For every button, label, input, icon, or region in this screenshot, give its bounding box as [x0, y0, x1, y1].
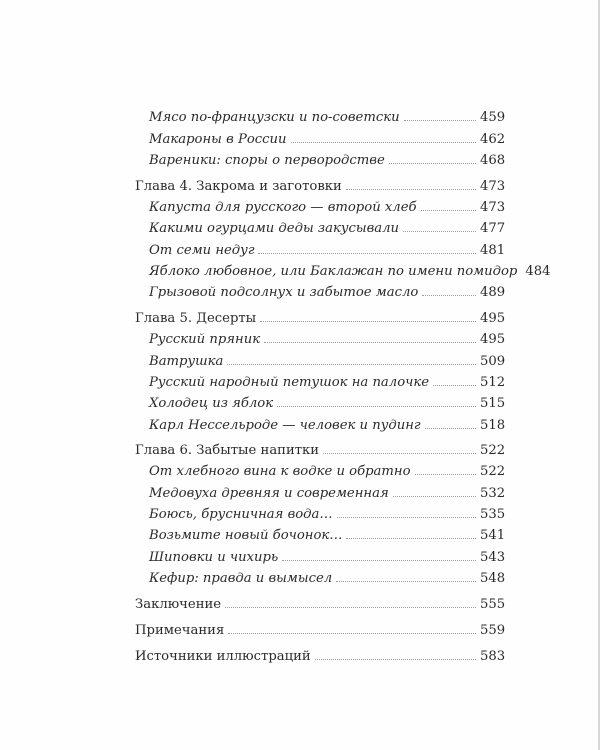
toc-entry — [149, 568, 504, 588]
toc-chapter-title: Глава 5. Десерты — [135, 311, 257, 326]
dot-leader — [422, 282, 476, 296]
toc-entry-title: Холодец из яблок — [149, 396, 274, 411]
toc-entry — [149, 129, 504, 149]
toc-entry-page: 468 — [480, 153, 506, 168]
toc-entry-page: 473 — [480, 200, 506, 215]
dot-leader — [228, 620, 476, 634]
toc-entry-title: Возьмите новый бочонок… — [149, 528, 343, 543]
toc-entry-page: 481 — [480, 243, 506, 258]
toc-entry — [149, 415, 504, 435]
toc-entry-title: Макароны в России — [149, 132, 287, 147]
dot-leader — [227, 351, 476, 365]
dot-leader — [337, 504, 476, 518]
toc-entry — [149, 525, 504, 545]
toc-entry-page: 515 — [480, 396, 506, 411]
toc-entry-page: 512 — [480, 375, 506, 390]
toc-entry — [149, 372, 504, 392]
toc-entry-title: Ватрушка — [149, 354, 224, 369]
toc-entry-title: От семи недуг — [149, 243, 255, 258]
dot-leader — [433, 372, 476, 386]
toc-entry-page: 559 — [480, 623, 506, 638]
toc-top-entry — [135, 646, 504, 666]
toc-entry — [149, 218, 504, 238]
dot-leader — [421, 197, 476, 211]
toc-entry-page: 532 — [480, 486, 506, 501]
dot-leader — [393, 483, 476, 497]
toc-entry-page: 495 — [480, 332, 506, 347]
toc-entry-title: Русский пряник — [149, 332, 261, 347]
dot-leader — [277, 393, 476, 407]
dot-leader — [225, 594, 476, 608]
toc-chapter-title: Глава 6. Забытые напитки — [135, 443, 320, 458]
toc-entry — [149, 150, 504, 170]
toc-entry-title: Источники иллюстраций — [135, 649, 311, 664]
toc-chapter-entry — [135, 440, 504, 460]
toc-entry — [149, 282, 504, 302]
toc-entry — [149, 393, 504, 413]
dot-leader — [336, 568, 476, 582]
toc-entry-page: 518 — [480, 418, 506, 433]
toc-entry-title: Вареники: споры о первородстве — [149, 153, 385, 168]
toc-entry-page: 495 — [480, 311, 506, 326]
toc-entry — [149, 197, 504, 217]
toc-entry — [149, 240, 504, 260]
toc-entry-title: Медовуха древняя и современная — [149, 486, 389, 501]
toc-entry-title: Капуста для русского — второй хлеб — [149, 200, 417, 215]
dot-leader — [389, 150, 476, 164]
toc-entry-title: Примечания — [135, 623, 225, 638]
dot-leader — [323, 440, 476, 454]
toc-entry-page: 489 — [480, 285, 506, 300]
toc-entry-page: 484 — [525, 264, 551, 279]
toc-entry-page: 548 — [480, 571, 506, 586]
toc-entry-title: Яблоко любовное, или Баклажан по имени помидор — [149, 264, 518, 279]
dot-leader — [425, 415, 476, 429]
dot-leader — [315, 646, 476, 660]
toc-entry-page: 543 — [480, 550, 506, 565]
toc-entry-page: 473 — [480, 179, 506, 194]
dot-leader — [264, 329, 476, 343]
toc-entry-title: Русский народный петушок на палочке — [149, 375, 430, 390]
toc-entry-page: 459 — [480, 110, 506, 125]
toc-entry-page: 535 — [480, 507, 506, 522]
toc-entry-title: Шиповки и чихирь — [149, 550, 279, 565]
toc-top-entry — [135, 620, 504, 640]
toc-entry-title: Грызовой подсолнух и забытое масло — [149, 285, 419, 300]
toc-entry — [149, 547, 504, 567]
toc-entry-page: 522 — [480, 464, 506, 479]
toc-entry-title: Какими огурцами деды закусывали — [149, 221, 400, 236]
dot-leader — [404, 107, 476, 121]
toc-entry-page: 462 — [480, 132, 506, 147]
dot-leader — [346, 176, 476, 190]
toc-entry-title: Карл Нессельроде — человек и пудинг — [149, 418, 421, 433]
dot-leader — [346, 525, 476, 539]
toc-entry-page: 509 — [480, 354, 506, 369]
toc-entry-page: 583 — [480, 649, 506, 664]
dot-leader — [260, 308, 476, 322]
toc-entry-title: Боюсь, брусничная вода… — [149, 507, 333, 522]
toc-chapter-title: Глава 4. Закрома и заготовки — [135, 179, 342, 194]
toc-entry — [149, 261, 551, 281]
toc-entry — [149, 107, 504, 127]
toc-entry-title: От хлебного вина к водке и обратно — [149, 464, 411, 479]
toc-entry-title: Кефир: правда и вымысел — [149, 571, 333, 586]
toc-entry-title: Заключение — [135, 597, 222, 612]
dot-leader — [282, 547, 476, 561]
toc-entry — [149, 461, 504, 481]
dot-leader — [258, 240, 476, 254]
toc-entry-page: 555 — [480, 597, 506, 612]
toc-chapter-entry — [135, 308, 504, 328]
toc-entry-page: 522 — [480, 443, 506, 458]
toc-entry-page: 541 — [480, 528, 506, 543]
dot-leader — [291, 129, 476, 143]
toc-top-entry — [135, 594, 504, 614]
toc-entry — [149, 483, 504, 503]
toc-entry — [149, 504, 504, 524]
toc-entry — [149, 329, 504, 349]
toc-chapter-entry — [135, 176, 504, 196]
toc-entry — [149, 351, 504, 371]
toc-entry-title: Мясо по-французски и по-советски — [149, 110, 400, 125]
toc-entry-page: 477 — [480, 221, 506, 236]
dot-leader — [415, 461, 476, 475]
dot-leader — [403, 218, 476, 232]
